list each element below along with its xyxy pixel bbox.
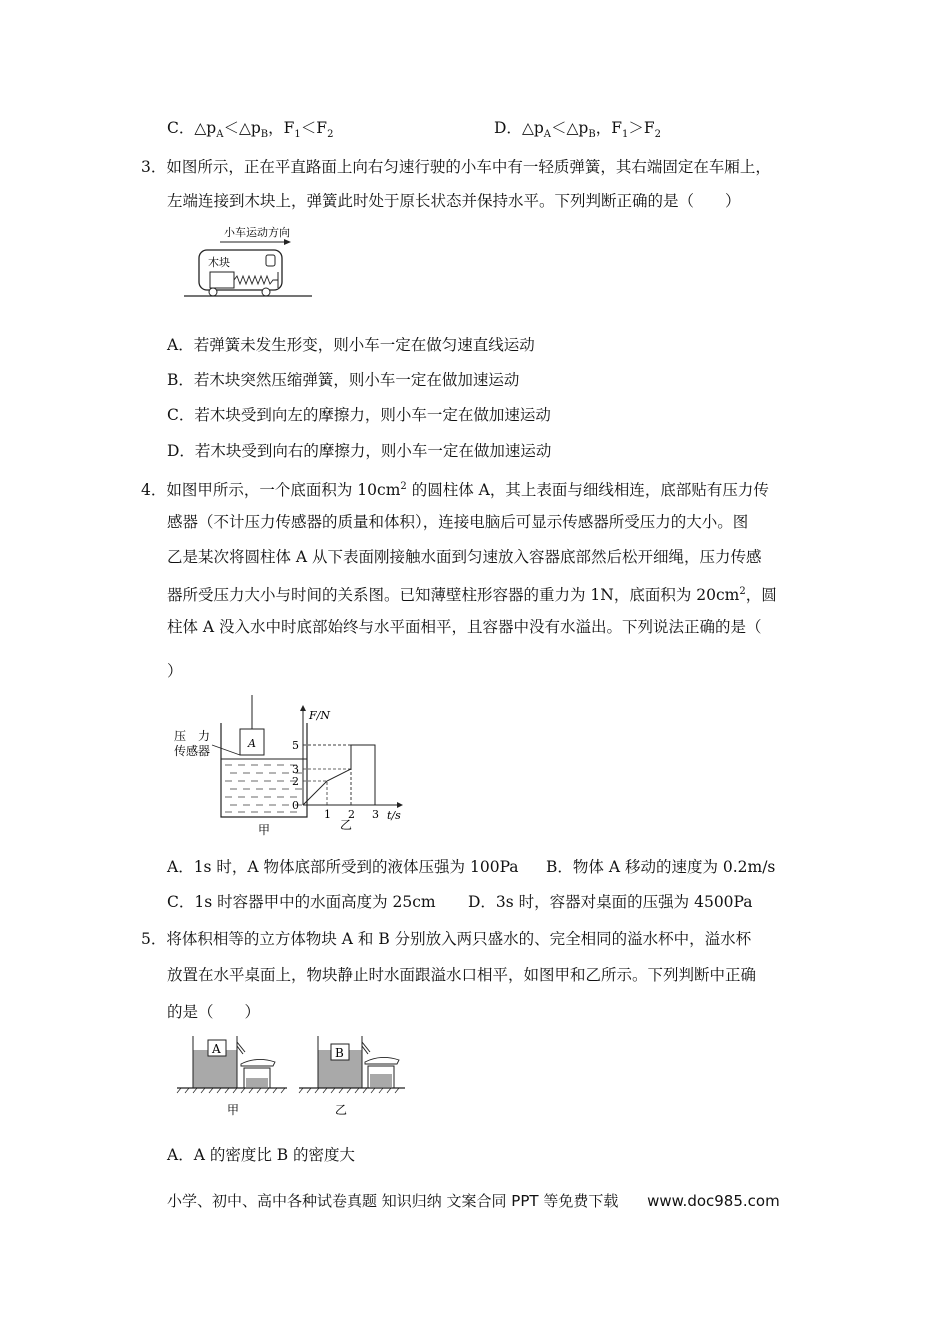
- q4-option-b: B．物体 A 移动的速度为 0.2m/s: [546, 858, 776, 876]
- caption-right: 乙: [335, 1103, 348, 1117]
- direction-label: 小车运动方向: [224, 226, 290, 239]
- q3-car-figure: [180, 222, 320, 300]
- q4-stem-line5: 柱体 A 没入水中时底部始终与水平面相平，且容器中没有水溢出。下列说法正确的是（: [167, 618, 762, 636]
- q4-stem-line2: 感器（不计压力传感器的质量和体积），连接电脑后可显示传感器所受压力的大小。图: [167, 513, 749, 531]
- q3-option-c: C．若木块受到向左的摩擦力，则小车一定在做加速运动: [167, 406, 551, 424]
- q4-option-c: C．1s 时容器甲中的水面高度为 25cm: [167, 893, 436, 911]
- q3-option-d: D．若木块受到向右的摩擦力，则小车一定在做加速运动: [167, 442, 552, 460]
- q4-number: 4．: [141, 481, 167, 500]
- q2-option-d: D．$\triangle p_A<\triangle p_B$，$F_1>F_2$: [494, 119, 661, 141]
- spring: [234, 276, 278, 284]
- footer: [167, 1190, 780, 1211]
- q4-force-time-chart: [285, 705, 410, 830]
- q5-stem-line2: 放置在水平桌面上，物块静止时水面跟溢水口相平，如图甲和乙所示。下列判断中正确: [167, 966, 757, 984]
- wheel-left: [209, 288, 217, 296]
- y-axis-label: F/N: [309, 709, 330, 722]
- cylinder-label: A: [248, 737, 256, 750]
- x-axis-label: t/s: [387, 809, 401, 822]
- q3-option-b: B．若木块突然压缩弹簧，则小车一定在做加速运动: [167, 371, 520, 389]
- sensor-pointer: [212, 745, 240, 755]
- q4-option-d: D．3s 时，容器对桌面的压强为 4500Pa: [468, 893, 753, 911]
- q3-stem-line2: 左端连接到木块上，弹簧此时处于原长状态并保持水平。下列判断正确的是（ ）: [167, 192, 741, 210]
- q4-stem-line4: 器所受压力大小与时间的关系图。已知薄壁柱形容器的重力为 1N，底面积为 $20cm^2$，圆: [167, 586, 777, 605]
- block-b-label: B: [335, 1046, 344, 1060]
- car-window: [266, 255, 275, 266]
- q4-option-a: A．1s 时，A 物体底部所受到的液体压强为 100Pa: [167, 858, 519, 876]
- q5-stem-line1: 5．将体积相等的立方体物块 A 和 B 分别放入两只盛水的、完全相同的溢水杯中，溢水杯: [141, 930, 752, 948]
- q5-overflow-cups-figure: [175, 1030, 407, 1120]
- q3-number: 3．: [141, 158, 167, 176]
- caption-left: 甲: [227, 1103, 240, 1117]
- y-axis-arrow: [300, 705, 306, 711]
- q4-stem-line3: 乙是某次将圆柱体 A 从下表面刚接触水面到匀速放入容器底部然后松开细绳，压力传感: [167, 548, 762, 566]
- right-caption: 乙: [340, 818, 353, 830]
- q5-stem-line3: 的是（ ）: [167, 1003, 261, 1021]
- force-curve: [303, 745, 375, 805]
- y-tick-label: 5: [292, 739, 299, 752]
- q5-number: 5．: [141, 930, 167, 948]
- y-tick-label: 3: [292, 763, 299, 776]
- wood-block: [210, 272, 234, 288]
- sensor-label-1: 压 力: [174, 729, 211, 743]
- block-a-label: A: [212, 1042, 221, 1056]
- q3-option-a: A．若弹簧未发生形变，则小车一定在做匀速直线运动: [167, 336, 535, 354]
- sensor-label-2: 传感器: [174, 744, 211, 758]
- block-label: 木块: [208, 256, 230, 269]
- left-caption: 甲: [258, 823, 271, 837]
- footer-text: 小学、初中、高中各种试卷真题 知识归纳 文案合同 PPT 等免费下载: [167, 1192, 619, 1210]
- q4-stem-line1: 4．如图甲所示，一个底面积为 $10cm^2$ 的圆柱体 A，其上表面与细线相连，底部贴有压力传: [141, 481, 769, 500]
- wheel-right: [262, 288, 270, 296]
- origin-label: 0: [292, 799, 299, 812]
- footer-url[interactable]: www.doc985.com: [647, 1192, 780, 1210]
- x-tick-label: 2: [348, 808, 355, 821]
- x-tick-label: 3: [372, 808, 379, 821]
- q5-option-a: A．A 的密度比 B 的密度大: [167, 1146, 356, 1164]
- x-tick-label: 1: [324, 808, 331, 821]
- x-axis-arrow: [397, 802, 403, 808]
- y-tick-label: 2: [292, 775, 299, 788]
- q2-option-c: C．$\triangle p_A<\triangle p_B$，$F_1<F_2$: [167, 119, 334, 141]
- q4-stem-line6: ）: [167, 662, 183, 680]
- q3-stem-line1: 3．如图所示，正在平直路面上向右匀速行驶的小车中有一轻质弹簧，其右端固定在车厢上，: [141, 158, 771, 176]
